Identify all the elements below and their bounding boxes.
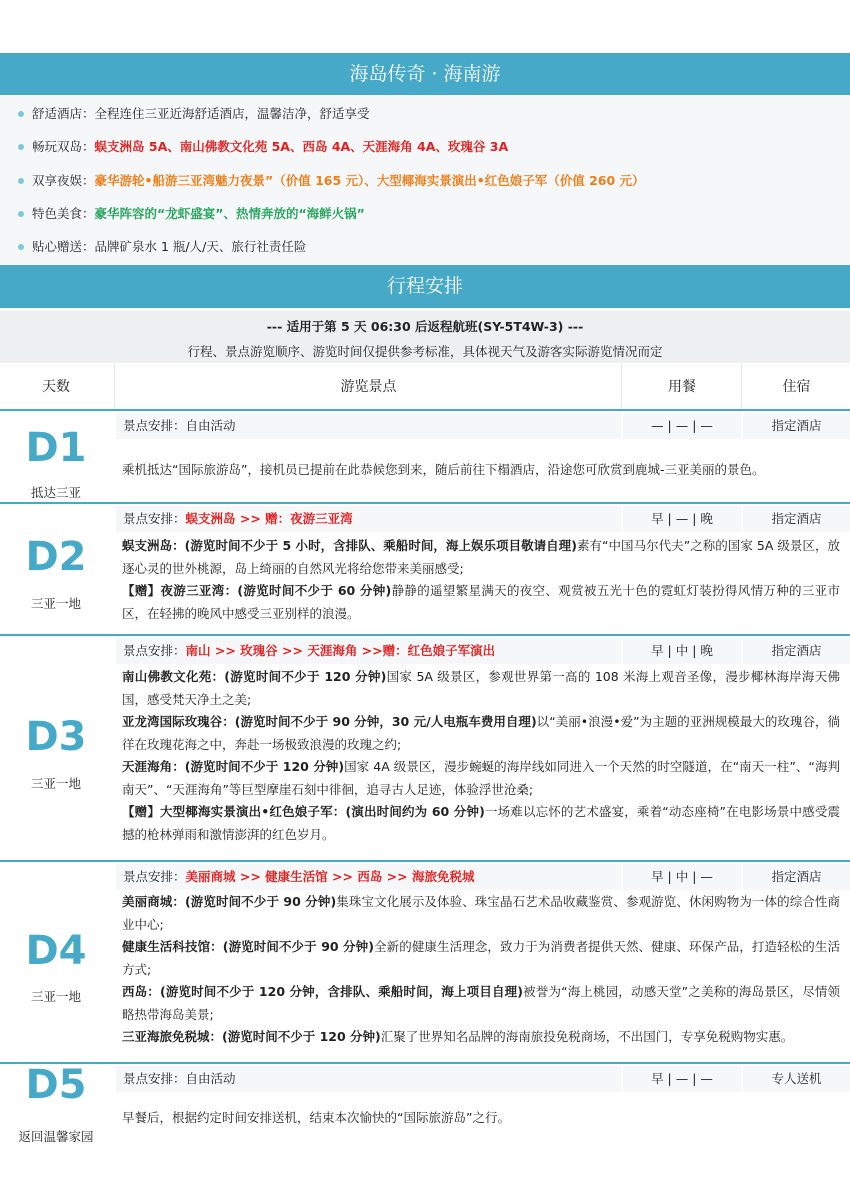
schedule-title: 行程安排 bbox=[0, 265, 850, 308]
header-meal: 用餐 bbox=[623, 365, 741, 409]
day-separator bbox=[0, 1062, 850, 1064]
day-sub: 抵达三亚 bbox=[30, 485, 81, 500]
spot-entry: 健康生活科技馆：(游览时间不少于 90 分钟)全新的健康生活理念，致力于为消费者提供天然、健康、环保产品，打造轻松的生活方式; bbox=[122, 939, 840, 977]
day-separator bbox=[0, 502, 850, 504]
day-description: 早餐后，根据约定时间安排送机，结束本次愉快的“国际旅游岛”之行。 bbox=[122, 1110, 510, 1125]
day-cell-d2 bbox=[0, 504, 112, 634]
header-hotel: 住宿 bbox=[743, 365, 850, 409]
day-code: D4 bbox=[25, 928, 87, 974]
arrangement-row: 景点安排：美丽商城 >> 健康生活馆 >> 西岛 >> 海旅免税城 bbox=[116, 864, 621, 890]
meal-cell: — | — | — bbox=[623, 413, 741, 439]
day-description bbox=[122, 891, 840, 1049]
hotel-cell: 专人送机 bbox=[743, 1066, 850, 1092]
day-separator bbox=[0, 634, 850, 636]
day-cell-d1 bbox=[0, 411, 112, 502]
header-day: 天数 bbox=[0, 365, 112, 409]
features-panel bbox=[0, 95, 850, 265]
day-cell-d4 bbox=[0, 862, 112, 1062]
meal-cell: 早 | — | — bbox=[623, 1066, 741, 1092]
bullet-icon bbox=[18, 111, 24, 117]
day-sub: 三亚一地 bbox=[30, 989, 81, 1004]
day-code: D3 bbox=[25, 714, 87, 760]
spot-entry: 南山佛教文化苑：(游览时间不少于 120 分钟)国家 5A 级景区，参观世界第一高的 108 米海上观音圣像，漫步椰林海岸海天佛国，感受梵天净土之美; bbox=[122, 669, 840, 707]
day-sub: 返回温馨家园 bbox=[18, 1129, 94, 1144]
day-code: D1 bbox=[25, 425, 87, 471]
day-sub: 三亚一地 bbox=[30, 776, 81, 791]
day-code: D5 bbox=[25, 1062, 87, 1108]
header-spots: 游览景点 bbox=[116, 365, 621, 409]
arrangement-row: 景点安排：自由活动 bbox=[116, 1066, 621, 1092]
spot-entry: 【赠】大型椰海实景演出•红色娘子军：(演出时间约为 60 分钟)一场难以忘怀的艺术盛宴，乘着“动态座椅”在电影场景中感受震撼的枪林弹雨和激情澎湃的红色岁月。 bbox=[122, 804, 841, 842]
header-divider bbox=[621, 365, 622, 409]
spot-entry: 西岛：(游览时间不少于 120 分钟，含排队、乘船时间，海上项目自理)被誉为“海上桃园，动感天堂”之美称的海岛景区，尽情领略热带海岛美景; bbox=[122, 984, 841, 1022]
day-cell-d3 bbox=[0, 636, 112, 860]
feature-food: 特色美食：豪华阵容的“龙虾盛宴”、热情奔放的“海鲜火锅” bbox=[18, 204, 365, 224]
header-divider bbox=[114, 365, 115, 409]
bullet-icon bbox=[18, 211, 24, 217]
day-separator bbox=[0, 860, 850, 862]
bullet-icon bbox=[18, 244, 24, 250]
day-separator bbox=[0, 409, 850, 411]
hotel-cell: 指定酒店 bbox=[743, 506, 850, 532]
arrangement-row: 景点安排：自由活动 bbox=[116, 413, 621, 439]
bullet-icon bbox=[18, 178, 24, 184]
day-description bbox=[122, 535, 840, 625]
day-description bbox=[122, 666, 840, 846]
hotel-cell: 指定酒店 bbox=[743, 864, 850, 890]
feature-night: 双享夜娱：豪华游轮•船游三亚湾魅力夜景”（价值 165 元）、大型椰海实景演出•红色娘子军（价值 260 元） bbox=[18, 171, 645, 191]
page-title: 海岛传奇 · 海南游 bbox=[0, 53, 850, 95]
day-description: 乘机抵达“国际旅游岛”，接机员已提前在此恭候您到来，随后前往下榻酒店，沿途您可欣赏到鹿城-三亚美丽的景色。 bbox=[122, 462, 765, 477]
hotel-cell: 指定酒店 bbox=[743, 638, 850, 664]
notice-line2: 行程、景点游览顺序、游览时间仅提供参考标准，具体视天气及游客实际游览情况而定 bbox=[187, 344, 663, 359]
header-divider bbox=[741, 365, 742, 409]
feature-gift: 贴心赠送：品牌矿泉水 1 瓶/人/天、旅行社责任险 bbox=[18, 237, 306, 257]
hotel-cell: 指定酒店 bbox=[743, 413, 850, 439]
arrangement-row: 景点安排：南山 >> 玫瑰谷 >> 天涯海角 >>赠：红色娘子军演出 bbox=[116, 638, 621, 664]
feature-hotel: 舒适酒店：全程连住三亚近海舒适酒店，温馨洁净，舒适享受 bbox=[18, 104, 370, 124]
day-cell-d5 bbox=[0, 1064, 112, 1148]
spot-entry: 亚龙湾国际玫瑰谷：(游览时间不少于 90 分钟，30 元/人电瓶车费用自理)以“美丽•浪漫•爱”为主题的亚洲规模最大的玫瑰谷，徜徉在玫瑰花海之中，奔赴一场极致浪漫的玫瑰之约; bbox=[122, 714, 840, 752]
feature-islands: 畅玩双岛：蜈支洲岛 5A、南山佛教文化苑 5A、西岛 4A、天涯海角 4A、玫瑰谷 3A bbox=[18, 137, 508, 157]
meal-cell: 早 | 中 | 晚 bbox=[623, 638, 741, 664]
day-code: D2 bbox=[25, 534, 87, 580]
spot-entry: 美丽商城：(游览时间不少于 90 分钟)集珠宝文化展示及体验、珠宝晶石艺术品收藏鉴赏、参观游览、休闲购物为一体的综合性商业中心; bbox=[122, 894, 840, 932]
spot-entry: 天涯海角：(游览时间不少于 120 分钟)国家 4A 级景区，漫步蜿蜒的海岸线如同进入一个天然的时空隧道，在“南天一柱”、“海判南天”、“天涯海角”等巨型摩崖石刻中徘徊，追寻古人足迹，体验浮世沧桑; bbox=[122, 759, 840, 797]
meal-cell: 早 | — | 晚 bbox=[623, 506, 741, 532]
spot-entry: 三亚海旅免税城：(游览时间不少于 120 分钟)汇聚了世界知名品牌的海南旅投免税商场，不出国门，专享免税购物实惠。 bbox=[122, 1029, 794, 1044]
spot-entry: 蜈支洲岛：(游览时间不少于 5 小时，含排队、乘船时间，海上娱乐项目敬请自理)素有“中国马尔代夫”之称的国家 5A 级景区，放逐心灵的世外桃源，岛上绮丽的自然风光将给您带来美丽感受; bbox=[122, 538, 840, 576]
bullet-icon bbox=[18, 144, 24, 150]
flight-notice bbox=[0, 311, 850, 363]
day-sub: 三亚一地 bbox=[30, 596, 81, 611]
notice-line1: --- 适用于第 5 天 06:30 后返程航班(SY-5T4W-3) --- bbox=[266, 319, 584, 334]
spot-entry: 【赠】夜游三亚湾：(游览时间不少于 60 分钟)静静的遥望繁星满天的夜空、观赏被五光十色的霓虹灯装扮得风情万种的三亚市区，在轻拂的晚风中感受三亚别样的浪漫。 bbox=[122, 583, 840, 621]
arrangement-row: 景点安排：蜈支洲岛 >> 赠：夜游三亚湾 bbox=[116, 506, 621, 532]
meal-cell: 早 | 中 | — bbox=[623, 864, 741, 890]
